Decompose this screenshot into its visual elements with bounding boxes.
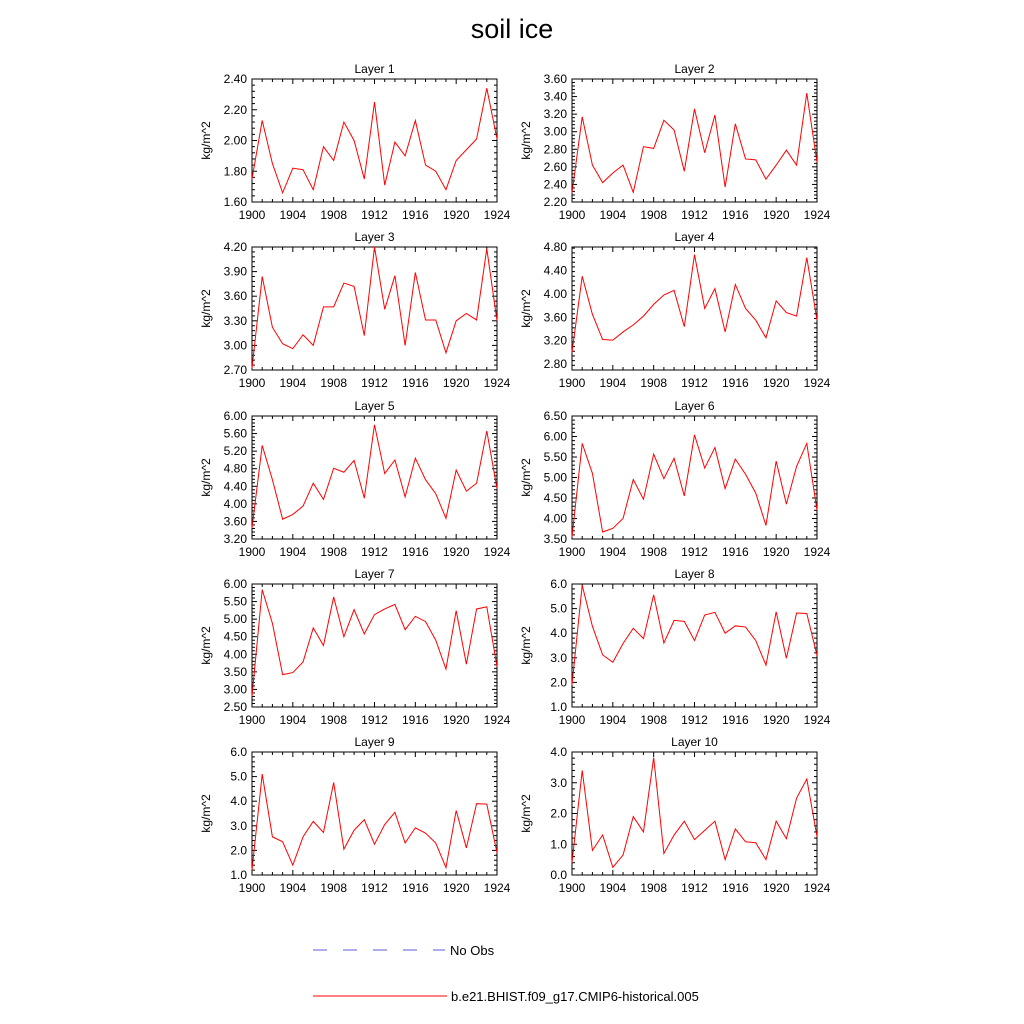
x-tick-label: 1900 xyxy=(558,545,586,559)
x-tick-label: 1900 xyxy=(238,713,266,727)
plot-frame xyxy=(572,79,817,202)
x-tick-label: 1912 xyxy=(681,376,708,390)
y-tick-label: 5.0 xyxy=(550,601,567,616)
y-tick-label: 5.20 xyxy=(223,444,247,459)
x-tick-label: 1920 xyxy=(442,208,470,222)
y-tick-label: 1.0 xyxy=(230,868,247,882)
y-tick-label: 6.0 xyxy=(550,577,567,591)
plot-frame xyxy=(252,79,497,202)
y-tick-label: 3.20 xyxy=(543,107,567,122)
panel-title: Layer 7 xyxy=(354,567,395,581)
x-tick-label: 1912 xyxy=(361,376,388,390)
plot-frame xyxy=(252,584,497,707)
x-tick-label: 1904 xyxy=(279,881,307,895)
y-tick-label: 3.00 xyxy=(223,682,247,697)
y-tick-label: 2.80 xyxy=(543,357,567,372)
y-tick-label: 3.50 xyxy=(543,532,567,546)
y-tick-label: 2.60 xyxy=(543,159,567,174)
y-tick-label: 2.20 xyxy=(223,102,247,117)
panel-title: Layer 10 xyxy=(671,735,718,749)
plot-frame xyxy=(572,584,817,707)
layer-panel-1 xyxy=(199,62,511,222)
y-tick-label: 2.70 xyxy=(223,363,247,377)
y-axis-label: kg/m^2 xyxy=(199,626,213,665)
plot-frame xyxy=(572,247,817,370)
y-axis-label: kg/m^2 xyxy=(519,121,533,160)
y-tick-label: 4.00 xyxy=(223,496,247,511)
x-tick-label: 1912 xyxy=(361,208,388,222)
x-tick-label: 1908 xyxy=(640,208,668,222)
panel-title: Layer 6 xyxy=(674,399,715,413)
y-tick-label: 4.80 xyxy=(543,240,567,254)
y-tick-label: 4.0 xyxy=(550,626,567,641)
x-tick-label: 1924 xyxy=(803,208,831,222)
y-tick-label: 3.0 xyxy=(550,775,567,790)
x-tick-label: 1908 xyxy=(640,545,668,559)
legend-obs-label: No Obs xyxy=(450,943,495,958)
y-tick-label: 1.0 xyxy=(550,700,567,714)
y-tick-label: 3.60 xyxy=(543,72,567,86)
x-tick-label: 1924 xyxy=(483,713,511,727)
y-tick-label: 3.20 xyxy=(543,333,567,348)
x-tick-label: 1900 xyxy=(238,545,266,559)
layer-panel-10 xyxy=(519,735,831,895)
series-line-1 xyxy=(252,247,497,368)
x-tick-label: 1904 xyxy=(599,208,627,222)
y-tick-label: 4.40 xyxy=(543,263,567,278)
y-tick-label: 4.00 xyxy=(543,511,567,526)
series-line-1 xyxy=(572,435,817,537)
x-tick-label: 1912 xyxy=(681,713,708,727)
x-tick-label: 1920 xyxy=(442,376,470,390)
series-line-1 xyxy=(572,255,817,353)
x-tick-label: 1916 xyxy=(721,208,749,222)
y-tick-label: 1.80 xyxy=(223,164,247,179)
y-tick-label: 3.00 xyxy=(223,338,247,353)
x-tick-label: 1916 xyxy=(721,713,749,727)
y-tick-label: 3.0 xyxy=(550,650,567,665)
x-tick-label: 1912 xyxy=(681,208,708,222)
x-tick-label: 1920 xyxy=(442,545,470,559)
x-tick-label: 1908 xyxy=(320,713,348,727)
x-tick-label: 1924 xyxy=(483,545,511,559)
x-tick-label: 1900 xyxy=(238,208,266,222)
panel-title: Layer 9 xyxy=(354,735,395,749)
y-tick-label: 6.00 xyxy=(543,429,567,444)
layer-panel-8 xyxy=(519,567,831,727)
y-tick-label: 4.0 xyxy=(550,745,567,759)
x-tick-label: 1908 xyxy=(320,881,348,895)
series-line-1 xyxy=(252,425,497,528)
panel-title: Layer 5 xyxy=(354,399,395,413)
y-axis-label: kg/m^2 xyxy=(199,289,213,328)
y-axis-label: kg/m^2 xyxy=(199,458,213,497)
y-axis-label: kg/m^2 xyxy=(519,289,533,328)
legend-model-label: b.e21.BHIST.f09_g17.CMIP6-historical.005 xyxy=(451,989,699,1004)
y-tick-label: 2.0 xyxy=(230,843,247,858)
y-axis-label: kg/m^2 xyxy=(519,458,533,497)
layer-panel-6 xyxy=(519,399,831,559)
layer-panel-9 xyxy=(199,735,511,895)
x-tick-label: 1904 xyxy=(279,545,307,559)
chart-panels xyxy=(199,62,831,895)
x-tick-label: 1924 xyxy=(483,881,511,895)
x-tick-label: 1900 xyxy=(558,881,586,895)
x-tick-label: 1904 xyxy=(279,713,307,727)
layer-panel-7 xyxy=(199,567,511,727)
x-tick-label: 1904 xyxy=(279,208,307,222)
x-tick-label: 1904 xyxy=(599,376,627,390)
x-tick-label: 1912 xyxy=(361,713,388,727)
y-tick-label: 1.0 xyxy=(550,837,567,852)
y-tick-label: 2.40 xyxy=(543,177,567,192)
x-tick-label: 1920 xyxy=(762,713,790,727)
x-tick-label: 1908 xyxy=(640,881,668,895)
x-tick-label: 1920 xyxy=(762,881,790,895)
y-tick-label: 2.00 xyxy=(223,133,247,148)
x-tick-label: 1920 xyxy=(442,713,470,727)
y-tick-label: 2.0 xyxy=(550,806,567,821)
x-tick-label: 1900 xyxy=(558,713,586,727)
x-tick-label: 1908 xyxy=(320,545,348,559)
x-tick-label: 1924 xyxy=(483,208,511,222)
y-axis-label: kg/m^2 xyxy=(199,121,213,160)
series-line-1 xyxy=(252,774,497,870)
y-tick-label: 4.00 xyxy=(223,647,247,662)
x-tick-label: 1916 xyxy=(401,545,429,559)
series-line-1 xyxy=(572,585,817,685)
x-tick-label: 1908 xyxy=(640,713,668,727)
y-tick-label: 3.60 xyxy=(223,289,247,304)
x-tick-label: 1912 xyxy=(361,881,388,895)
panel-title: Layer 1 xyxy=(354,62,395,76)
x-tick-label: 1912 xyxy=(681,881,708,895)
x-tick-label: 1920 xyxy=(762,376,790,390)
panel-title: Layer 8 xyxy=(674,567,715,581)
x-tick-label: 1908 xyxy=(320,376,348,390)
y-tick-label: 3.90 xyxy=(223,264,247,279)
y-tick-label: 3.50 xyxy=(223,664,247,679)
x-tick-label: 1904 xyxy=(599,713,627,727)
y-tick-label: 5.0 xyxy=(230,769,247,784)
x-tick-label: 1908 xyxy=(320,208,348,222)
y-axis-label: kg/m^2 xyxy=(519,626,533,665)
x-tick-label: 1904 xyxy=(599,881,627,895)
y-tick-label: 5.50 xyxy=(223,594,247,609)
plot-frame xyxy=(572,752,817,875)
x-tick-label: 1900 xyxy=(558,208,586,222)
x-tick-label: 1924 xyxy=(803,713,831,727)
y-tick-label: 5.00 xyxy=(543,470,567,485)
x-tick-label: 1916 xyxy=(721,881,749,895)
layer-panel-3 xyxy=(199,230,511,390)
y-tick-label: 5.60 xyxy=(223,426,247,441)
x-tick-label: 1916 xyxy=(401,881,429,895)
y-tick-label: 3.60 xyxy=(223,514,247,529)
y-tick-label: 5.50 xyxy=(543,450,567,464)
legend xyxy=(313,943,699,1004)
x-tick-label: 1916 xyxy=(721,376,749,390)
layer-panel-5 xyxy=(199,399,511,559)
y-tick-label: 2.40 xyxy=(223,72,247,86)
x-tick-label: 1912 xyxy=(681,545,708,559)
y-tick-label: 4.50 xyxy=(543,491,567,505)
panel-title: Layer 2 xyxy=(674,62,715,76)
x-tick-label: 1916 xyxy=(721,545,749,559)
plot-frame xyxy=(252,247,497,370)
x-tick-label: 1924 xyxy=(483,376,511,390)
x-tick-label: 1924 xyxy=(803,376,831,390)
y-tick-label: 3.40 xyxy=(543,89,567,104)
y-tick-label: 3.30 xyxy=(223,313,247,328)
y-tick-label: 2.0 xyxy=(550,675,567,690)
series-line-1 xyxy=(252,88,497,193)
x-tick-label: 1916 xyxy=(401,208,429,222)
series-line-1 xyxy=(572,758,817,868)
y-tick-label: 1.60 xyxy=(223,195,247,209)
series-line-1 xyxy=(572,93,817,193)
figure-title: soil ice xyxy=(470,14,554,44)
x-tick-label: 1900 xyxy=(238,376,266,390)
x-tick-label: 1900 xyxy=(558,376,586,390)
y-tick-label: 2.80 xyxy=(543,142,567,157)
panel-title: Layer 3 xyxy=(354,230,395,244)
y-tick-label: 6.00 xyxy=(223,409,247,423)
x-tick-label: 1908 xyxy=(640,376,668,390)
x-tick-label: 1924 xyxy=(803,545,831,559)
layer-panel-4 xyxy=(519,230,831,390)
x-tick-label: 1904 xyxy=(599,545,627,559)
x-tick-label: 1900 xyxy=(238,881,266,895)
y-tick-label: 4.40 xyxy=(223,479,247,494)
y-axis-label: kg/m^2 xyxy=(519,794,533,833)
y-tick-label: 6.50 xyxy=(543,409,567,423)
x-tick-label: 1916 xyxy=(401,376,429,390)
x-tick-label: 1904 xyxy=(279,376,307,390)
y-tick-label: 3.20 xyxy=(223,532,247,546)
y-tick-label: 0.0 xyxy=(550,868,567,882)
x-tick-label: 1916 xyxy=(401,713,429,727)
y-axis-label: kg/m^2 xyxy=(199,794,213,833)
y-tick-label: 5.00 xyxy=(223,612,247,627)
y-tick-label: 4.50 xyxy=(223,629,247,644)
y-tick-label: 2.50 xyxy=(223,700,247,714)
x-tick-label: 1920 xyxy=(762,545,790,559)
series-line-1 xyxy=(252,590,497,697)
y-tick-label: 4.00 xyxy=(543,286,567,301)
x-tick-label: 1920 xyxy=(762,208,790,222)
y-tick-label: 6.00 xyxy=(223,577,247,591)
y-tick-label: 2.20 xyxy=(543,195,567,209)
y-tick-label: 4.0 xyxy=(230,794,247,809)
x-tick-label: 1912 xyxy=(361,545,388,559)
y-tick-label: 3.00 xyxy=(543,124,567,139)
layer-panel-2 xyxy=(519,62,831,222)
y-tick-label: 4.20 xyxy=(223,240,247,254)
x-tick-label: 1920 xyxy=(442,881,470,895)
y-tick-label: 3.0 xyxy=(230,818,247,833)
y-tick-label: 3.60 xyxy=(543,310,567,325)
x-tick-label: 1924 xyxy=(803,881,831,895)
y-tick-label: 6.0 xyxy=(230,745,247,759)
y-tick-label: 4.80 xyxy=(223,461,247,476)
panel-title: Layer 4 xyxy=(674,230,715,244)
